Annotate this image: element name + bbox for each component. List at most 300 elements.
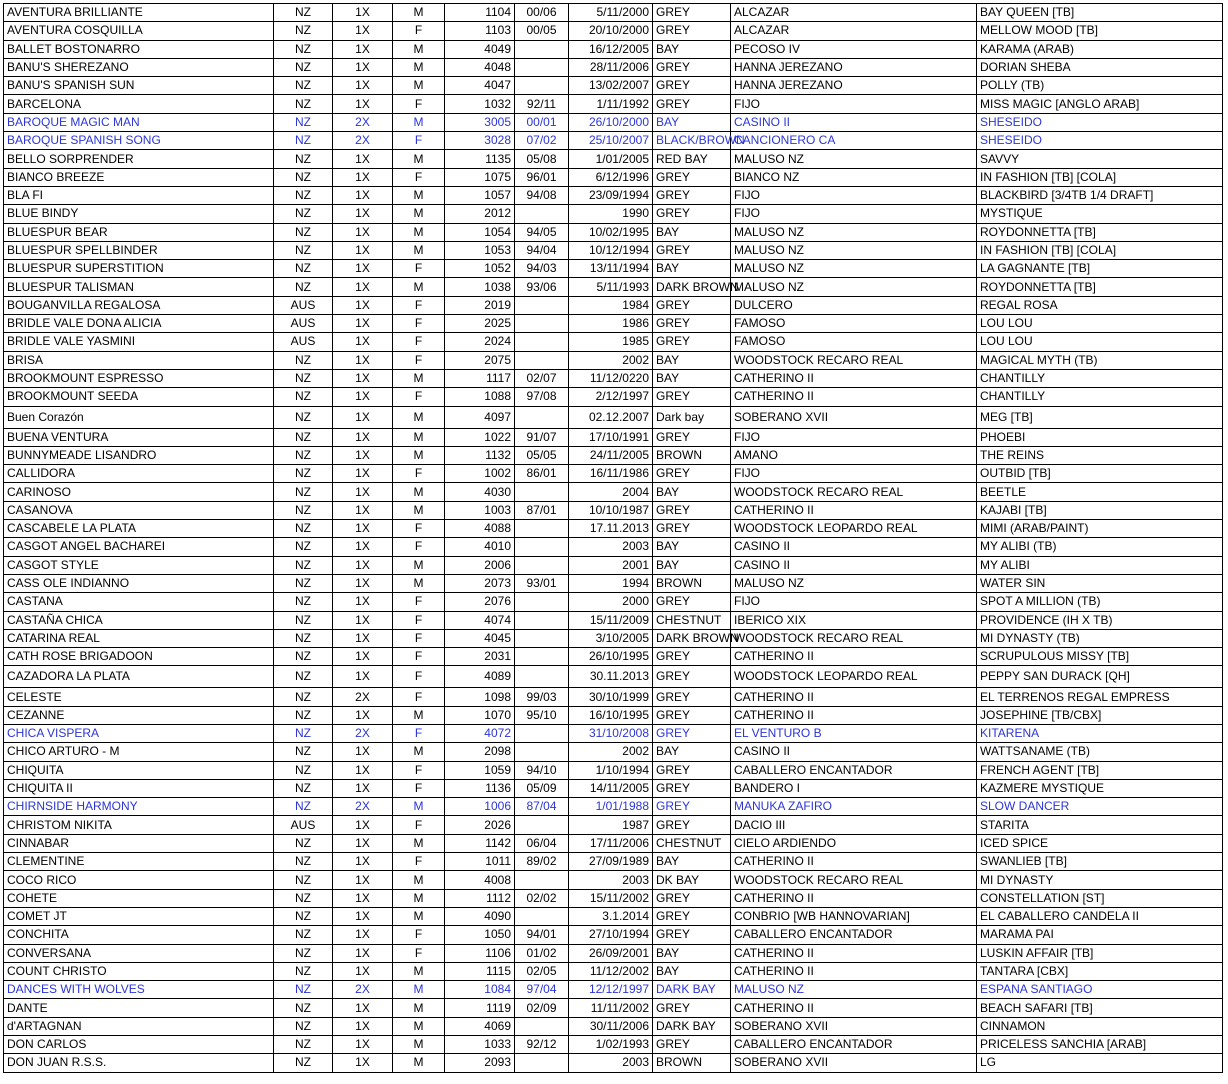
grade-cell: 1X: [333, 465, 393, 483]
horse-name-cell: CHIQUITA II: [4, 779, 274, 797]
table-row: [4, 779, 1223, 797]
registration-number-cell: 2075: [445, 351, 515, 369]
registration-number-cell: 1003: [445, 501, 515, 519]
colour-cell: Dark bay: [653, 406, 731, 428]
code-cell: [515, 593, 569, 611]
date-of-birth-cell: 2002: [569, 743, 653, 761]
horse-name-cell: CEZANNE: [4, 706, 274, 724]
horse-name-cell: CONCHITA: [4, 926, 274, 944]
sex-cell: M: [393, 406, 445, 428]
sex-cell: M: [393, 205, 445, 223]
horse-name-cell: DON CARLOS: [4, 1036, 274, 1054]
dam-cell: LA GAGNANTE [TB]: [977, 260, 1223, 278]
code-cell: 05/08: [515, 150, 569, 168]
code-cell: 97/04: [515, 981, 569, 999]
table-row: [4, 95, 1223, 113]
country-cell: NZ: [274, 706, 333, 724]
colour-cell: GREY: [653, 465, 731, 483]
colour-cell: BROWN: [653, 574, 731, 592]
code-cell: 89/02: [515, 853, 569, 871]
country-cell: NZ: [274, 724, 333, 742]
date-of-birth-cell: 2004: [569, 483, 653, 501]
grade-cell: 1X: [333, 150, 393, 168]
date-of-birth-cell: 1984: [569, 296, 653, 314]
colour-cell: GREY: [653, 186, 731, 204]
horse-name-cell: BAROQUE SPANISH SONG: [4, 132, 274, 150]
sire-cell: HANNA JEREZANO: [731, 58, 977, 76]
grade-cell: 1X: [333, 907, 393, 925]
colour-cell: BAY: [653, 483, 731, 501]
sire-cell: BANDERO I: [731, 779, 977, 797]
colour-cell: DK BAY: [653, 871, 731, 889]
colour-cell: BAY: [653, 944, 731, 962]
registration-number-cell: 4089: [445, 666, 515, 688]
table-row: [4, 724, 1223, 742]
dam-cell: MIMI (ARAB/PAINT): [977, 520, 1223, 538]
sire-cell: MALUSO NZ: [731, 981, 977, 999]
table-row: [4, 40, 1223, 58]
table-row: [4, 483, 1223, 501]
sire-cell: MALUSO NZ: [731, 150, 977, 168]
horse-name-cell: BARCELONA: [4, 95, 274, 113]
sex-cell: M: [393, 1054, 445, 1072]
date-of-birth-cell: 11/12/0220: [569, 369, 653, 387]
date-of-birth-cell: 11/12/2002: [569, 962, 653, 980]
dam-cell: SLOW DANCER: [977, 798, 1223, 816]
code-cell: [515, 315, 569, 333]
sex-cell: F: [393, 611, 445, 629]
code-cell: [515, 77, 569, 95]
registration-number-cell: 2006: [445, 556, 515, 574]
horse-name-cell: BRIDLE VALE YASMINI: [4, 333, 274, 351]
date-of-birth-cell: 2003: [569, 538, 653, 556]
date-of-birth-cell: 25/10/2007: [569, 132, 653, 150]
date-of-birth-cell: 5/11/1993: [569, 278, 653, 296]
country-cell: NZ: [274, 168, 333, 186]
country-cell: NZ: [274, 926, 333, 944]
sex-cell: F: [393, 520, 445, 538]
table-row: [4, 428, 1223, 446]
sire-cell: CANCIONERO CA: [731, 132, 977, 150]
code-cell: [515, 648, 569, 666]
country-cell: NZ: [274, 666, 333, 688]
horse-name-cell: CASTAÑA CHICA: [4, 611, 274, 629]
country-cell: NZ: [274, 465, 333, 483]
horse-name-cell: BALLET BOSTONARRO: [4, 40, 274, 58]
sire-cell: CABALLERO ENCANTADOR: [731, 761, 977, 779]
code-cell: 93/06: [515, 278, 569, 296]
code-cell: 05/09: [515, 779, 569, 797]
sex-cell: M: [393, 981, 445, 999]
registration-number-cell: 2026: [445, 816, 515, 834]
sire-cell: PECOSO IV: [731, 40, 977, 58]
sex-cell: F: [393, 168, 445, 186]
date-of-birth-cell: 1990: [569, 205, 653, 223]
dam-cell: SWANLIEB [TB]: [977, 853, 1223, 871]
grade-cell: 1X: [333, 428, 393, 446]
registration-number-cell: 2025: [445, 315, 515, 333]
code-cell: [515, 724, 569, 742]
grade-cell: 1X: [333, 648, 393, 666]
table-row: [4, 315, 1223, 333]
colour-cell: GREY: [653, 593, 731, 611]
date-of-birth-cell: 3.1.2014: [569, 907, 653, 925]
table-row: [4, 593, 1223, 611]
country-cell: NZ: [274, 853, 333, 871]
sex-cell: M: [393, 4, 445, 22]
horse-name-cell: AVENTURA COSQUILLA: [4, 22, 274, 40]
code-cell: [515, 907, 569, 925]
country-cell: NZ: [274, 999, 333, 1017]
horse-name-cell: BOUGANVILLA REGALOSA: [4, 296, 274, 314]
sire-cell: WOODSTOCK LEOPARDO REAL: [731, 666, 977, 688]
sex-cell: M: [393, 556, 445, 574]
sire-cell: DACIO III: [731, 816, 977, 834]
horse-name-cell: CATARINA REAL: [4, 629, 274, 647]
dam-cell: STARITA: [977, 816, 1223, 834]
registration-number-cell: 1059: [445, 761, 515, 779]
dam-cell: KAZMERE MYSTIQUE: [977, 779, 1223, 797]
sex-cell: F: [393, 666, 445, 688]
dam-cell: THE REINS: [977, 446, 1223, 464]
sex-cell: F: [393, 351, 445, 369]
table-row: [4, 666, 1223, 688]
table-row: [4, 296, 1223, 314]
country-cell: NZ: [274, 779, 333, 797]
sex-cell: M: [393, 798, 445, 816]
code-cell: 86/01: [515, 465, 569, 483]
sire-cell: FIJO: [731, 205, 977, 223]
horse-name-cell: COCO RICO: [4, 871, 274, 889]
horse-name-cell: BRIDLE VALE DONA ALICIA: [4, 315, 274, 333]
sire-cell: MALUSO NZ: [731, 223, 977, 241]
colour-cell: GREY: [653, 58, 731, 76]
sex-cell: F: [393, 926, 445, 944]
registration-number-cell: 1054: [445, 223, 515, 241]
code-cell: 87/01: [515, 501, 569, 519]
sire-cell: FIJO: [731, 428, 977, 446]
horse-name-cell: BAROQUE MAGIC MAN: [4, 113, 274, 131]
date-of-birth-cell: 28/11/2006: [569, 58, 653, 76]
horse-name-cell: BLUESPUR BEAR: [4, 223, 274, 241]
country-cell: NZ: [274, 501, 333, 519]
country-cell: NZ: [274, 95, 333, 113]
dam-cell: CINNAMON: [977, 1017, 1223, 1035]
sire-cell: FIJO: [731, 593, 977, 611]
horse-name-cell: CHIRNSIDE HARMONY: [4, 798, 274, 816]
code-cell: 02/09: [515, 999, 569, 1017]
table-row: [4, 4, 1223, 22]
sex-cell: M: [393, 77, 445, 95]
date-of-birth-cell: 12/12/1997: [569, 981, 653, 999]
code-cell: 07/02: [515, 132, 569, 150]
code-cell: 94/10: [515, 761, 569, 779]
dam-cell: WATER SIN: [977, 574, 1223, 592]
code-cell: [515, 58, 569, 76]
horse-name-cell: BANU'S SHEREZANO: [4, 58, 274, 76]
date-of-birth-cell: 16/11/1986: [569, 465, 653, 483]
code-cell: 01/02: [515, 944, 569, 962]
horse-name-cell: CASCABELE LA PLATA: [4, 520, 274, 538]
sire-cell: CATHERINO II: [731, 388, 977, 406]
sire-cell: CASINO II: [731, 538, 977, 556]
grade-cell: 1X: [333, 816, 393, 834]
date-of-birth-cell: 15/11/2009: [569, 611, 653, 629]
colour-cell: GREY: [653, 95, 731, 113]
sire-cell: CATHERINO II: [731, 688, 977, 706]
registration-number-cell: 4048: [445, 58, 515, 76]
country-cell: NZ: [274, 132, 333, 150]
registration-number-cell: 4049: [445, 40, 515, 58]
dam-cell: EL CABALLERO CANDELA II: [977, 907, 1223, 925]
grade-cell: 1X: [333, 278, 393, 296]
sex-cell: M: [393, 150, 445, 168]
country-cell: NZ: [274, 1036, 333, 1054]
sex-cell: F: [393, 779, 445, 797]
grade-cell: 2X: [333, 981, 393, 999]
colour-cell: BAY: [653, 113, 731, 131]
grade-cell: 1X: [333, 556, 393, 574]
country-cell: NZ: [274, 278, 333, 296]
sire-cell: WOODSTOCK RECARO REAL: [731, 871, 977, 889]
sire-cell: MALUSO NZ: [731, 260, 977, 278]
grade-cell: 1X: [333, 779, 393, 797]
table-row: [4, 278, 1223, 296]
grade-cell: 1X: [333, 629, 393, 647]
country-cell: NZ: [274, 406, 333, 428]
sex-cell: M: [393, 834, 445, 852]
dam-cell: MARAMA PAI: [977, 926, 1223, 944]
grade-cell: 1X: [333, 4, 393, 22]
colour-cell: BAY: [653, 260, 731, 278]
code-cell: [515, 556, 569, 574]
table-row: [4, 113, 1223, 131]
colour-cell: GREY: [653, 77, 731, 95]
registration-number-cell: 4047: [445, 77, 515, 95]
table-row: [4, 241, 1223, 259]
sex-cell: M: [393, 743, 445, 761]
table-row: [4, 58, 1223, 76]
colour-cell: GREY: [653, 907, 731, 925]
date-of-birth-cell: 10/10/1987: [569, 501, 653, 519]
grade-cell: 1X: [333, 853, 393, 871]
table-row: [4, 369, 1223, 387]
sex-cell: F: [393, 465, 445, 483]
date-of-birth-cell: 10/02/1995: [569, 223, 653, 241]
sex-cell: M: [393, 186, 445, 204]
registration-number-cell: 1050: [445, 926, 515, 944]
country-cell: NZ: [274, 446, 333, 464]
registration-number-cell: 4045: [445, 629, 515, 647]
colour-cell: GREY: [653, 520, 731, 538]
sire-cell: CATHERINO II: [731, 962, 977, 980]
code-cell: [515, 1017, 569, 1035]
date-of-birth-cell: 13/02/2007: [569, 77, 653, 95]
sire-cell: SOBERANO XVII: [731, 1017, 977, 1035]
sire-cell: SOBERANO XVII: [731, 406, 977, 428]
code-cell: 02/02: [515, 889, 569, 907]
date-of-birth-cell: 1/01/2005: [569, 150, 653, 168]
colour-cell: DARK BROWN: [653, 278, 731, 296]
sex-cell: F: [393, 944, 445, 962]
grade-cell: 1X: [333, 944, 393, 962]
table-row: [4, 260, 1223, 278]
dam-cell: ESPANA SANTIAGO: [977, 981, 1223, 999]
colour-cell: CHESTNUT: [653, 834, 731, 852]
registration-number-cell: 1070: [445, 706, 515, 724]
colour-cell: GREY: [653, 315, 731, 333]
sex-cell: M: [393, 889, 445, 907]
table-row: [4, 556, 1223, 574]
sex-cell: F: [393, 132, 445, 150]
grade-cell: 1X: [333, 1036, 393, 1054]
table-row: [4, 574, 1223, 592]
sire-cell: MALUSO NZ: [731, 574, 977, 592]
grade-cell: 1X: [333, 871, 393, 889]
country-cell: NZ: [274, 40, 333, 58]
code-cell: [515, 611, 569, 629]
table-row: [4, 186, 1223, 204]
grade-cell: 1X: [333, 501, 393, 519]
colour-cell: RED BAY: [653, 150, 731, 168]
date-of-birth-cell: 14/11/2005: [569, 779, 653, 797]
country-cell: NZ: [274, 58, 333, 76]
registration-number-cell: 1084: [445, 981, 515, 999]
sire-cell: FIJO: [731, 95, 977, 113]
sex-cell: M: [393, 483, 445, 501]
country-cell: NZ: [274, 77, 333, 95]
sex-cell: F: [393, 629, 445, 647]
dam-cell: IN FASHION [TB] [COLA]: [977, 168, 1223, 186]
table-row: [4, 132, 1223, 150]
colour-cell: GREY: [653, 168, 731, 186]
grade-cell: 1X: [333, 520, 393, 538]
code-cell: 02/05: [515, 962, 569, 980]
sire-cell: CABALLERO ENCANTADOR: [731, 926, 977, 944]
sex-cell: M: [393, 501, 445, 519]
country-cell: NZ: [274, 113, 333, 131]
horse-name-cell: BLUESPUR SPELLBINDER: [4, 241, 274, 259]
date-of-birth-cell: 24/11/2005: [569, 446, 653, 464]
code-cell: 94/01: [515, 926, 569, 944]
country-cell: NZ: [274, 629, 333, 647]
date-of-birth-cell: 27/09/1989: [569, 853, 653, 871]
sex-cell: M: [393, 113, 445, 131]
date-of-birth-cell: 20/10/2000: [569, 22, 653, 40]
table-row: [4, 406, 1223, 428]
registration-number-cell: 4088: [445, 520, 515, 538]
sex-cell: M: [393, 1036, 445, 1054]
registration-number-cell: 1032: [445, 95, 515, 113]
sex-cell: F: [393, 724, 445, 742]
horse-name-cell: COMET JT: [4, 907, 274, 925]
registration-number-cell: 1119: [445, 999, 515, 1017]
date-of-birth-cell: 1/02/1993: [569, 1036, 653, 1054]
colour-cell: GREY: [653, 706, 731, 724]
date-of-birth-cell: 27/10/1994: [569, 926, 653, 944]
sire-cell: CIELO ARDIENDO: [731, 834, 977, 852]
sire-cell: IBERICO XIX: [731, 611, 977, 629]
table-row: [4, 981, 1223, 999]
country-cell: NZ: [274, 648, 333, 666]
registration-number-cell: 4090: [445, 907, 515, 925]
horse-name-cell: CLEMENTINE: [4, 853, 274, 871]
country-cell: NZ: [274, 981, 333, 999]
grade-cell: 1X: [333, 574, 393, 592]
colour-cell: GREY: [653, 666, 731, 688]
sex-cell: M: [393, 40, 445, 58]
registration-number-cell: 1103: [445, 22, 515, 40]
country-cell: NZ: [274, 369, 333, 387]
registration-number-cell: 1002: [445, 465, 515, 483]
colour-cell: GREY: [653, 889, 731, 907]
registration-number-cell: 1038: [445, 278, 515, 296]
code-cell: [515, 333, 569, 351]
colour-cell: BAY: [653, 853, 731, 871]
sire-cell: SOBERANO XVII: [731, 1054, 977, 1072]
country-cell: AUS: [274, 296, 333, 314]
sex-cell: F: [393, 761, 445, 779]
dam-cell: BLACKBIRD [3/4TB 1/4 DRAFT]: [977, 186, 1223, 204]
date-of-birth-cell: 02.12.2007: [569, 406, 653, 428]
date-of-birth-cell: 23/09/1994: [569, 186, 653, 204]
registration-number-cell: 1057: [445, 186, 515, 204]
table-row: [4, 1036, 1223, 1054]
horse-name-cell: CINNABAR: [4, 834, 274, 852]
grade-cell: 1X: [333, 369, 393, 387]
colour-cell: GREY: [653, 428, 731, 446]
table-row: [4, 611, 1223, 629]
sire-cell: WOODSTOCK LEOPARDO REAL: [731, 520, 977, 538]
date-of-birth-cell: 2001: [569, 556, 653, 574]
grade-cell: 1X: [333, 223, 393, 241]
country-cell: NZ: [274, 556, 333, 574]
sex-cell: M: [393, 962, 445, 980]
dam-cell: KITARENA: [977, 724, 1223, 742]
code-cell: [515, 351, 569, 369]
country-cell: NZ: [274, 962, 333, 980]
dam-cell: REGAL ROSA: [977, 296, 1223, 314]
horse-name-cell: CELESTE: [4, 688, 274, 706]
code-cell: 94/04: [515, 241, 569, 259]
country-cell: NZ: [274, 593, 333, 611]
date-of-birth-cell: 16/12/2005: [569, 40, 653, 58]
registration-number-cell: 4008: [445, 871, 515, 889]
table-row: [4, 77, 1223, 95]
code-cell: 94/08: [515, 186, 569, 204]
table-row: [4, 520, 1223, 538]
dam-cell: MY ALIBI: [977, 556, 1223, 574]
horse-name-cell: BRISA: [4, 351, 274, 369]
horse-name-cell: CHIQUITA: [4, 761, 274, 779]
dam-cell: KAJABI [TB]: [977, 501, 1223, 519]
sex-cell: F: [393, 388, 445, 406]
sire-cell: HANNA JEREZANO: [731, 77, 977, 95]
table-row: [4, 907, 1223, 925]
sex-cell: F: [393, 648, 445, 666]
code-cell: 94/03: [515, 260, 569, 278]
table-row: [4, 944, 1223, 962]
sex-cell: M: [393, 1017, 445, 1035]
grade-cell: 2X: [333, 688, 393, 706]
sex-cell: F: [393, 593, 445, 611]
sex-cell: F: [393, 95, 445, 113]
dam-cell: MEG [TB]: [977, 406, 1223, 428]
sex-cell: M: [393, 428, 445, 446]
code-cell: 00/06: [515, 4, 569, 22]
horse-name-cell: COUNT CHRISTO: [4, 962, 274, 980]
colour-cell: GREY: [653, 999, 731, 1017]
